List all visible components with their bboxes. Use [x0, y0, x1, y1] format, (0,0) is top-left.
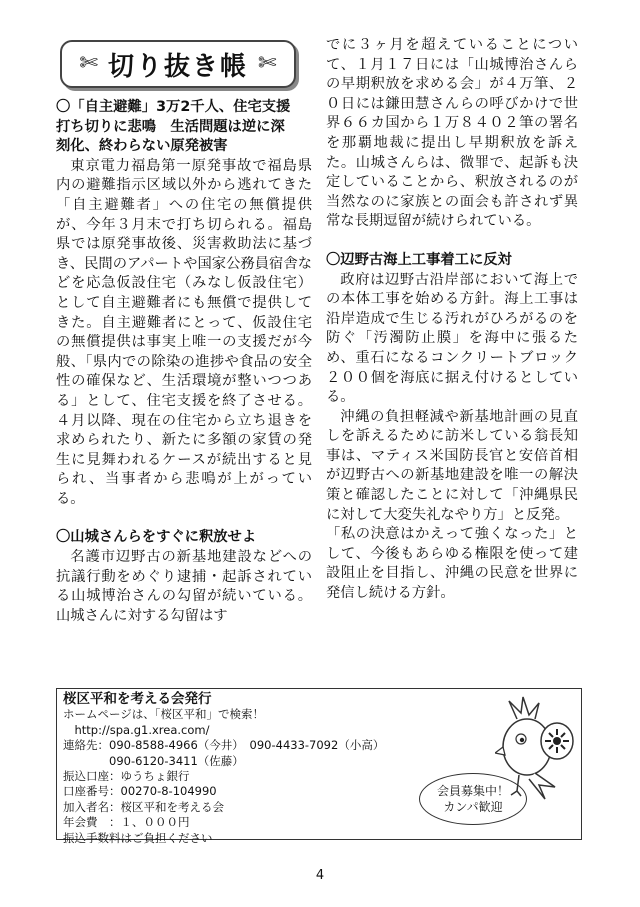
article-yamashiro	[56, 528, 312, 626]
bird-mascot-icon	[495, 695, 579, 805]
account-holder: 加入者名：桜区平和を考える会	[63, 799, 224, 814]
bubble-text: 会員募集中！	[436, 784, 509, 798]
publisher-name: 桜区平和を考える会発行	[63, 691, 212, 707]
article-body: 東京電力福島第一原発事故で福島県内の避難指示区域以外から逃れてきた「自主避難者」への住宅の無償提供が、今年３月末で打ち切られる。福島県では原発事故後、災害救助法に基づき、民間のアパートや国家公務員宿舎などを応急仮設住宅（みなし仮設住宅）として自主避難者にも無償で提供してきた。自主避難者にとって、仮設住宅の無償提供は事実上唯一の支援だが今般、「県内での除染の進捗や食品の安全性の確保など、生活環境が整いつつある」として、住宅支援を終了させる。４月以降、現在の住宅から立ち退きを求められたり、新たに多額の家賃の発生に見舞われるケースが続出すると見られ、当事者から悲鳴が上がっている。	[56, 157, 312, 507]
article-body: 政府は辺野古沿岸部において海上での本体工事を始める方針。海上工事は沿岸造成で生じる汚れがひろがるのを防ぐ「汚濁防止膜」を海中に張るため、重石になるコンクリートブロック２００個を海底に据え付けるとしている。	[326, 271, 578, 406]
publisher-info-box	[56, 688, 582, 845]
page-number: 4	[315, 868, 325, 883]
homepage-note: ホームページは、「桜区平和」で検索！	[63, 707, 265, 722]
article-henoko	[326, 251, 578, 604]
homepage-url[interactable]: http://spa.g1.xrea.com/	[63, 722, 210, 737]
article-heading: 〇「自主避難」3万2千人、住宅支援	[56, 99, 291, 115]
page-title: 切り抜き帳	[107, 51, 248, 82]
article-body-continued: でに３ヶ月を超えていることについて、１月１７日には「山城博治さんらの早期釈放を求める会」が４万筆、２０日には鎌田慧さんらの呼びかけで世界６６カ国から１万８４０２筆の署名を那覇地裁に提出し早期釈放を訴えた。山城さんらは、微罪で、起訴も決定していることから、釈放されるのが当然なのに家族との面会も許されず異常な長期逗留が続けられている。	[326, 37, 578, 230]
article-body: 沖縄の負担軽減や新基地計画の見直しを訴えるために訪米している翁長知事は、マティス米国防長官と安倍首相が辺野古への新基地建設を唯一の解決策と確認したことに対して「沖縄県民に対して大変失礼なやり方」と反発。	[326, 408, 578, 523]
publisher-details	[63, 692, 483, 846]
bank-name: 振込口座：ゆうちょ銀行	[63, 769, 190, 784]
annual-fee: 年会費 ：１、０００円	[63, 815, 190, 830]
bubble-text: カンパ歓迎	[443, 800, 503, 814]
article-heading: 刻化、終わらない原発被害	[56, 138, 228, 155]
clippings-title-box	[60, 40, 296, 88]
right-column	[326, 36, 578, 604]
scissors-icon: ✄	[258, 51, 277, 76]
account-number: 口座番号：00270-8-104990	[63, 784, 217, 799]
scissors-icon: ✄	[79, 51, 98, 76]
transfer-fee-note: 振込手数料はご負担ください	[63, 830, 213, 845]
contact-phones: 090-6120-3411（佐藤）	[63, 753, 244, 768]
left-column	[56, 36, 312, 626]
article-body: 「私の決意はかえって強くなった」として、今後もあらゆる権限を使って建設阻止を目指し、沖縄の民意を世界に発信し続ける方針。	[326, 526, 578, 602]
article-heading: 〇山城さんらをすぐに釈放せよ	[56, 529, 257, 546]
article-voluntary-evacuees	[56, 98, 312, 509]
article-heading: 打ち切りに悲鳴 生活問題は逆に深	[56, 118, 285, 135]
contact-phones: 連絡先：090-8588-4966（今井） 090-4433-7092（小高）	[63, 738, 385, 753]
article-heading: 〇辺野古海上工事着工に反対	[326, 251, 512, 268]
article-body: 名護市辺野古の新基地建設などへの抗議行動をめぐり逮捕・起訴されている山城博治さんの勾留が続いている。山城さんに対する勾留はす	[56, 549, 312, 624]
